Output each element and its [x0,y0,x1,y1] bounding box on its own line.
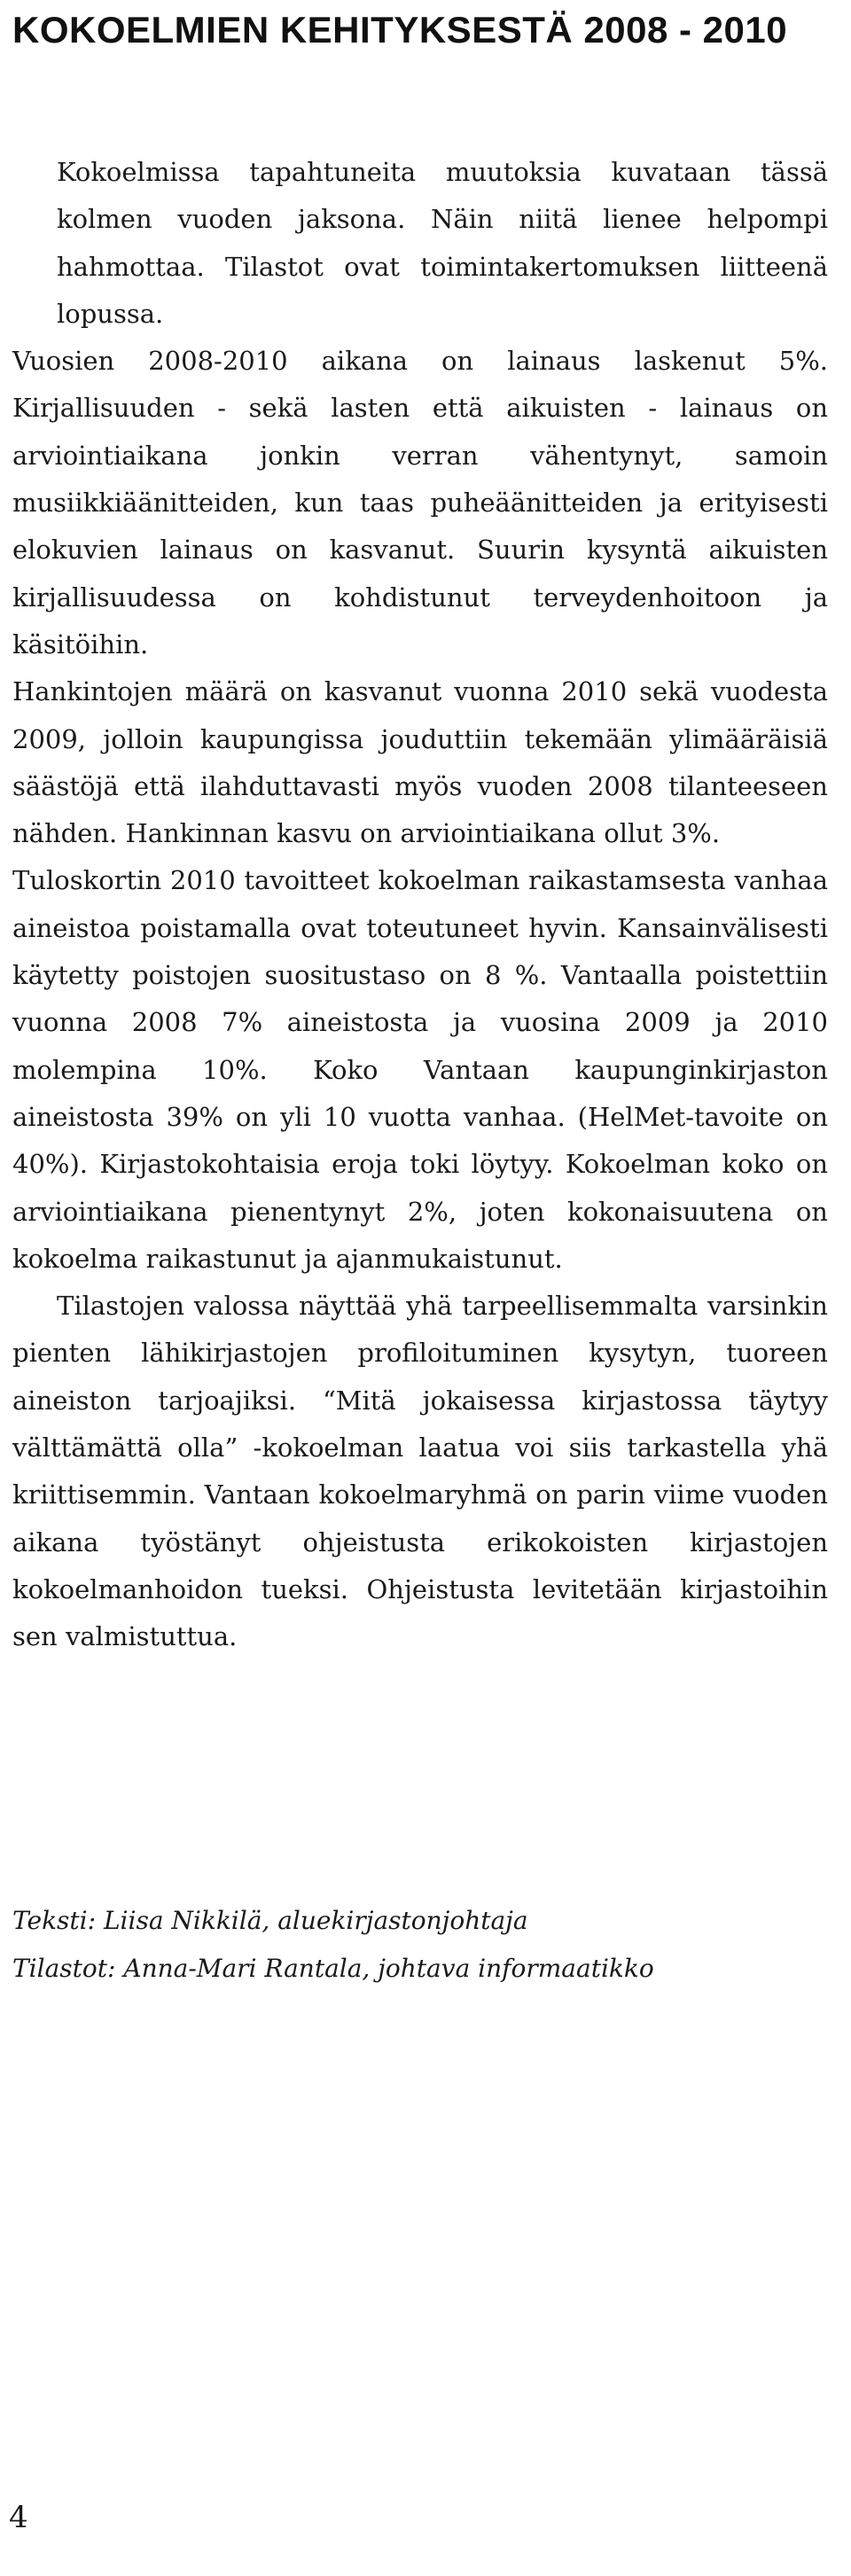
page-number: 4 [9,2500,28,2535]
credit-text-author: Teksti: Liisa Nikkilä, aluekirjastonjohtaja [12,1906,528,1935]
article-body [12,149,828,1661]
paragraph-acquisitions: Hankintojen määrä on kasvanut vuonna 2010 sekä vuodesta 2009, jolloin kaupungissa jouduttiin tekemään ylimääräisiä säästöjä että ilahduttavasti myös vuoden 2008 tilanteeseen nähden. Hankinnan kasvu on arviointiaikana ollut 3%. [12,676,828,849]
credits [12,1897,828,1993]
paragraph-profiling: Tilastojen valossa näyttää yhä tarpeellisemmalta varsinkin pienten lähikirjastojen profiloituminen kysytyn, tuoreen aineiston tarjoajiksi. “Mitä jokaisessa kirjastossa täytyy välttämättä olla” -kokoelman laatua voi siis tarkastella yhä kriittisemmin. Vantaan kokoelmaryhmä on parin viime vuoden aikana työstänyt ohjeistusta erikokoisten kirjastojen kokoelmanhoidon tueksi. Ohjeistusta levitetään kirjastoihin sen valmistuttua. [12,1291,828,1652]
paragraph-weeding: Tuloskortin 2010 tavoitteet kokoelman raikastamsesta vanhaa aineistoa poistamalla ovat toteutuneet hyvin. Kansainvälisesti käytetty poistojen suositustaso on 8 %. Vantaalla poistettiin vuonna 2008 7% aineistosta ja vuosina 2009 ja 2010 molempina 10%. Koko Vantaan kaupunginkirjaston aineistosta 39% on yli 10 vuotta vanhaa. (HelMet-tavoite on 40%). Kirjastokohtaisia eroja toki löytyy. Kokoelman koko on arviointiaikana pienentynyt 2%, joten kokonaisuutena on kokoelma raikastunut ja ajanmukaistunut. [12,865,828,1274]
paragraph-lending: Vuosien 2008-2010 aikana on lainaus laskenut 5%. Kirjallisuuden - sekä lasten että aikuisten - lainaus on arviointiaikana jonkin verran vähentynyt, samoin musiikkiäänitteiden, kun taas puheäänitteiden ja erityisesti elokuvien lainaus on kasvanut. Suurin kysyntä aikuisten kirjallisuudessa on kohdistunut terveydenhoitoon ja käsitöihin. [12,346,828,660]
page-title: KOKOELMIEN KEHITYKSESTÄ 2008 - 2010 [12,9,788,51]
credit-stats-author: Tilastot: Anna-Mari Rantala, johtava informaatikko [12,1954,654,1983]
paragraph-intro: Kokoelmissa tapahtuneita muutoksia kuvataan tässä kolmen vuoden jaksona. Näin niitä lienee helpompi hahmottaa. Tilastot ovat toimintakertomuksen liitteenä lopussa. [57,157,828,329]
